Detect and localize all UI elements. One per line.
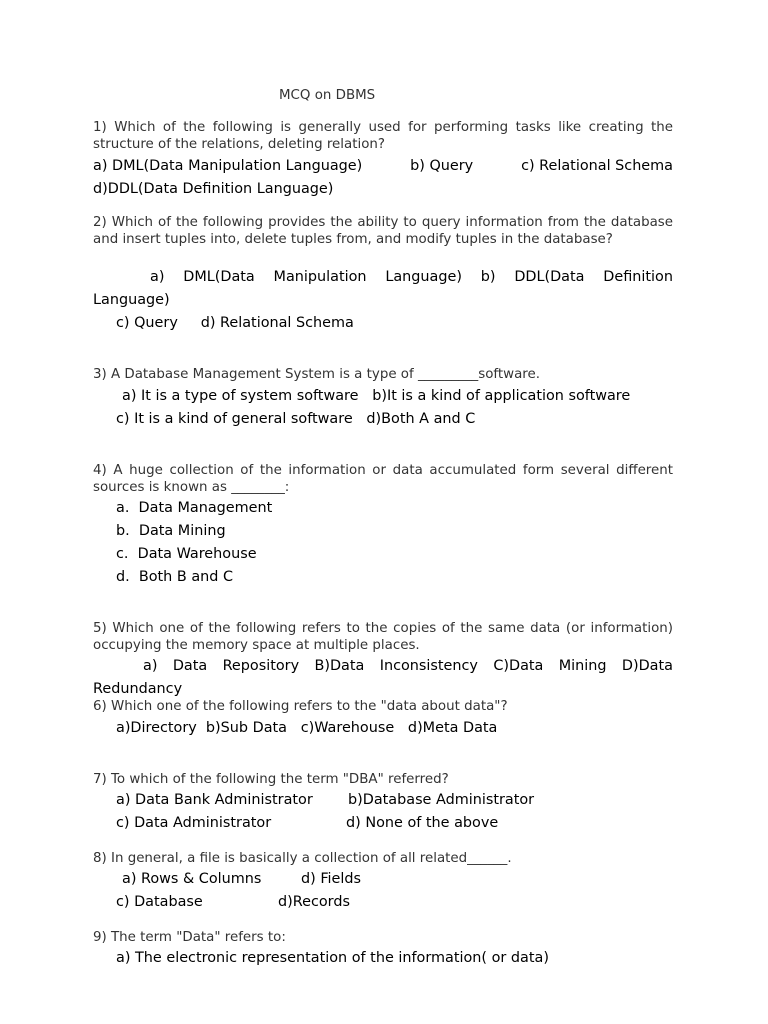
question-1-text: 1) Which of the following is generally used for performing tasks like creating the structure of the relations, deleting relation? xyxy=(93,120,673,152)
question-4-option-d: d. Both B and C xyxy=(116,569,234,585)
question-9-text: 9) The term "Data" refers to: xyxy=(93,930,286,945)
question-2-options-line-1 xyxy=(150,268,673,287)
question-8-option-b: d) Fields xyxy=(301,871,362,887)
question-6-options: a)Directory b)Sub Data c)Warehouse d)Meta Data xyxy=(116,720,498,736)
question-2-word: DDL(Data xyxy=(514,269,585,285)
question-7-option-a: a) Data Bank Administrator xyxy=(116,792,313,808)
question-5-word: D)Data xyxy=(621,658,673,674)
question-9-option-a: a) The electronic representation of the information( or data) xyxy=(116,950,549,966)
question-1-option-c: c) Relational Schema xyxy=(521,158,673,174)
question-5-word: a) xyxy=(143,658,158,674)
question-5-word: Repository xyxy=(222,658,300,674)
question-2-text: 2) Which of the following provides the ability to query information from the database and insert tuples into, delete tuples from, and modify tuples in the database? xyxy=(93,215,673,247)
question-2-word: a) xyxy=(150,269,165,285)
question-5-options-line-1 xyxy=(143,657,673,676)
question-2-word: Language) xyxy=(385,269,462,285)
question-3-text: 3) A Database Management System is a type of _________software. xyxy=(93,367,540,382)
question-2-options-line-3: c) Query d) Relational Schema xyxy=(116,315,354,331)
question-8-option-c: c) Database xyxy=(116,894,203,910)
question-2-word: Manipulation xyxy=(273,269,367,285)
question-5-word: Inconsistency xyxy=(379,658,478,674)
question-5-word: C)Data xyxy=(493,658,544,674)
question-8-text: 8) In general, a file is basically a collection of all related______. xyxy=(93,851,512,866)
question-1-option-b: b) Query xyxy=(410,158,474,174)
question-4-option-a: a. Data Management xyxy=(116,500,273,516)
question-6-text: 6) Which one of the following refers to the "data about data"? xyxy=(93,699,508,714)
question-2-word: Definition xyxy=(603,269,673,285)
page-title: MCQ on DBMS xyxy=(279,88,376,103)
question-5-word: B)Data xyxy=(314,658,365,674)
question-1-options-line-1 xyxy=(93,157,673,176)
question-2-word: DML(Data xyxy=(183,269,255,285)
question-2-word: b) xyxy=(480,269,496,285)
question-5-word: Mining xyxy=(558,658,607,674)
question-7-text: 7) To which of the following the term "DBA" referred? xyxy=(93,772,449,787)
question-1-option-a: a) DML(Data Manipulation Language) xyxy=(93,158,363,174)
question-4-text: 4) A huge collection of the information or data accumulated form several different sources is known as ________: xyxy=(93,463,673,495)
question-2-options-line-2: Language) xyxy=(93,292,170,308)
question-5-word: Data xyxy=(172,658,208,674)
question-5-text: 5) Which one of the following refers to the copies of the same data (or information) occupying the memory space at multiple places. xyxy=(93,621,673,653)
question-4-option-c: c. Data Warehouse xyxy=(116,546,257,562)
question-8-option-d: d)Records xyxy=(278,894,350,910)
question-5-options-line-2: Redundancy xyxy=(93,681,183,697)
question-1-option-d: d)DDL(Data Definition Language) xyxy=(93,181,334,197)
question-7-option-c: c) Data Administrator xyxy=(116,815,272,831)
question-3-options-line-1: a) It is a type of system software b)It is a kind of application software xyxy=(122,388,631,404)
question-7-option-b: b)Database Administrator xyxy=(348,792,535,808)
question-4-option-b: b. Data Mining xyxy=(116,523,226,539)
question-7-option-d: d) None of the above xyxy=(346,815,499,831)
question-3-options-line-2: c) It is a kind of general software d)Both A and C xyxy=(116,411,476,427)
question-8-option-a: a) Rows & Columns xyxy=(122,871,262,887)
